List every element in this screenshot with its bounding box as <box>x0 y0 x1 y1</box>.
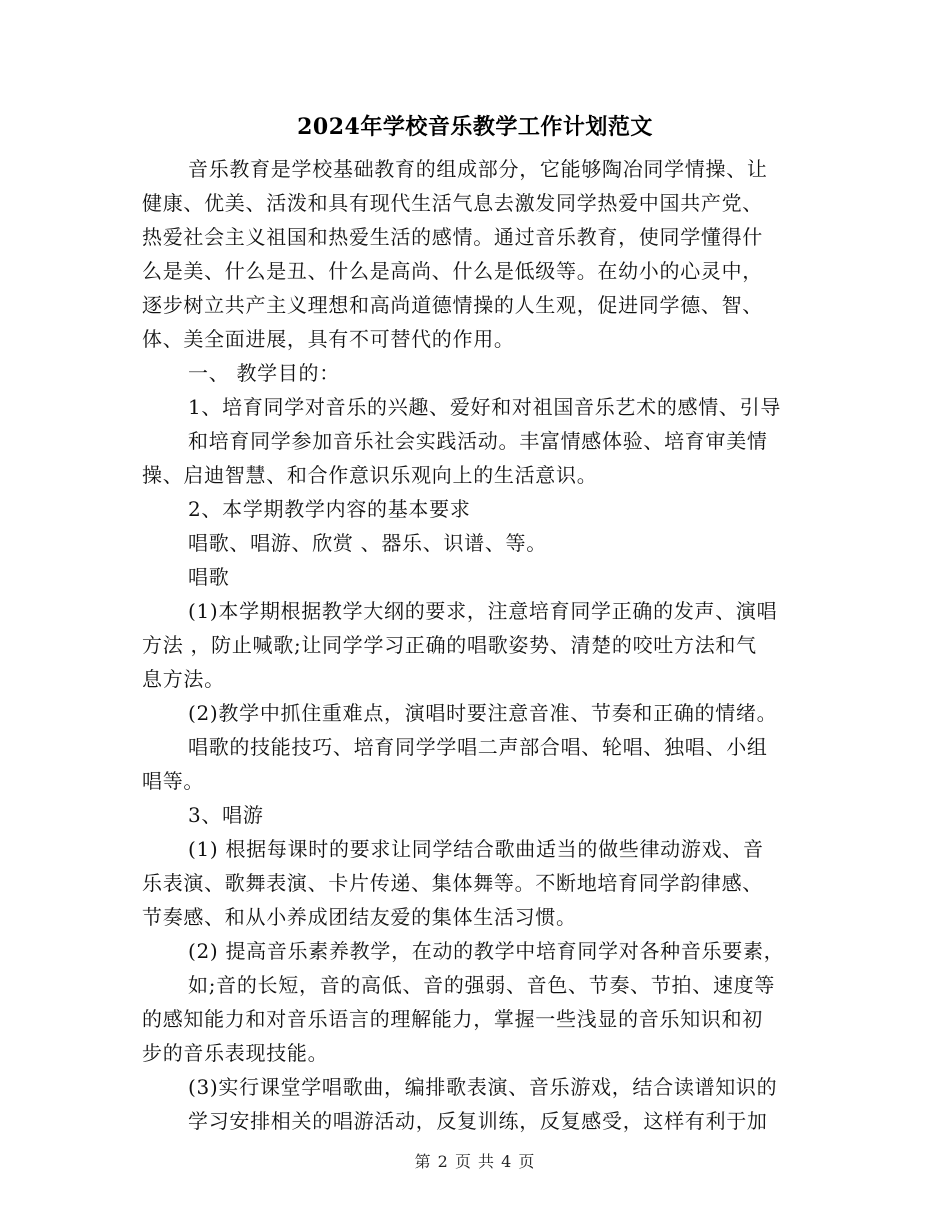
text-line: 热爱社会主义祖国和热爱生活的感情。通过音乐教育，使同学懂得什 <box>142 225 763 249</box>
document-body <box>142 152 810 1138</box>
text-line: 如;音的长短，音的高低、音的强弱、音色、节奏、节拍、速度等 <box>188 973 776 997</box>
text-line: 乐表演、歌舞表演、卡片传递、集体舞等。不断地培育同学韵律感、 <box>142 871 763 895</box>
text-line: 1、培育同学对音乐的兴趣、爱好和对祖国音乐艺术的感情、引导 <box>188 395 782 419</box>
text-line: 息方法。 <box>142 667 225 691</box>
text-line: (3)实行课堂学唱歌曲，编排歌表演、音乐游戏，结合读谱知识的 <box>188 1075 778 1099</box>
text-line: 方法 ，防止喊歌;让同学学习正确的唱歌姿势、清楚的咬吐方法和气 <box>142 633 757 657</box>
text-line: 节奏感、和从小养成团结友爱的集体生活习惯。 <box>142 905 577 929</box>
text-line: (1)本学期根据教学大纲的要求，注意培育同学正确的发声、演唱 <box>188 599 778 623</box>
page-footer: 第 2 页 共 4 页 <box>414 1152 536 1171</box>
text-line: 一、 教学目的： <box>188 361 340 385</box>
text-line: 健康、优美、活泼和具有现代生活气息去激发同学热爱中国共产党、 <box>142 191 763 215</box>
text-line: 的感知能力和对音乐语言的理解能力，掌握一些浅显的音乐知识和初 <box>142 1007 763 1031</box>
text-line: 学习安排相关的唱游活动，反复训练，反复感受，这样有利于加 <box>188 1109 768 1133</box>
text-line: 体、美全面进展，具有不可替代的作用。 <box>142 327 515 351</box>
text-line: 唱等。 <box>142 769 205 793</box>
text-line: (2) 提高音乐素养教学，在动的教学中培育同学对各种音乐要素， <box>188 939 785 963</box>
document-title: 2024年学校音乐教学工作计划范文 <box>297 114 653 140</box>
text-line: 唱歌、唱游、欣赏 、器乐、识谱、等。 <box>188 531 547 555</box>
text-line: 逐步树立共产主义理想和高尚道德情操的人生观，促进同学德、智、 <box>142 293 763 317</box>
text-line: 3、唱游 <box>188 803 264 827</box>
text-line: (2)教学中抓住重难点，演唱时要注意音准、节奏和正确的情绪。 <box>188 701 778 725</box>
text-line: 唱歌的技能技巧、培育同学学唱二声部合唱、轮唱、独唱、小组 <box>188 735 768 759</box>
text-line: 唱歌 <box>188 565 230 589</box>
text-line: 2、本学期教学内容的基本要求 <box>188 497 471 521</box>
text-line: 操、启迪智慧、和合作意识乐观向上的生活意识。 <box>142 463 598 487</box>
text-line: 和培育同学参加音乐社会实践活动。丰富情感体验、培育审美情 <box>188 429 768 453</box>
text-line: (1) 根据每课时的要求让同学结合歌曲适当的做些律动游戏、音 <box>188 837 764 861</box>
text-line: 音乐教育是学校基础教育的组成部分，它能够陶冶同学情操、让 <box>188 157 768 181</box>
text-line: 步的音乐表现技能。 <box>142 1041 329 1065</box>
text-line: 么是美、什么是丑、什么是高尚、什么是低级等。在幼小的心灵中， <box>142 259 763 283</box>
